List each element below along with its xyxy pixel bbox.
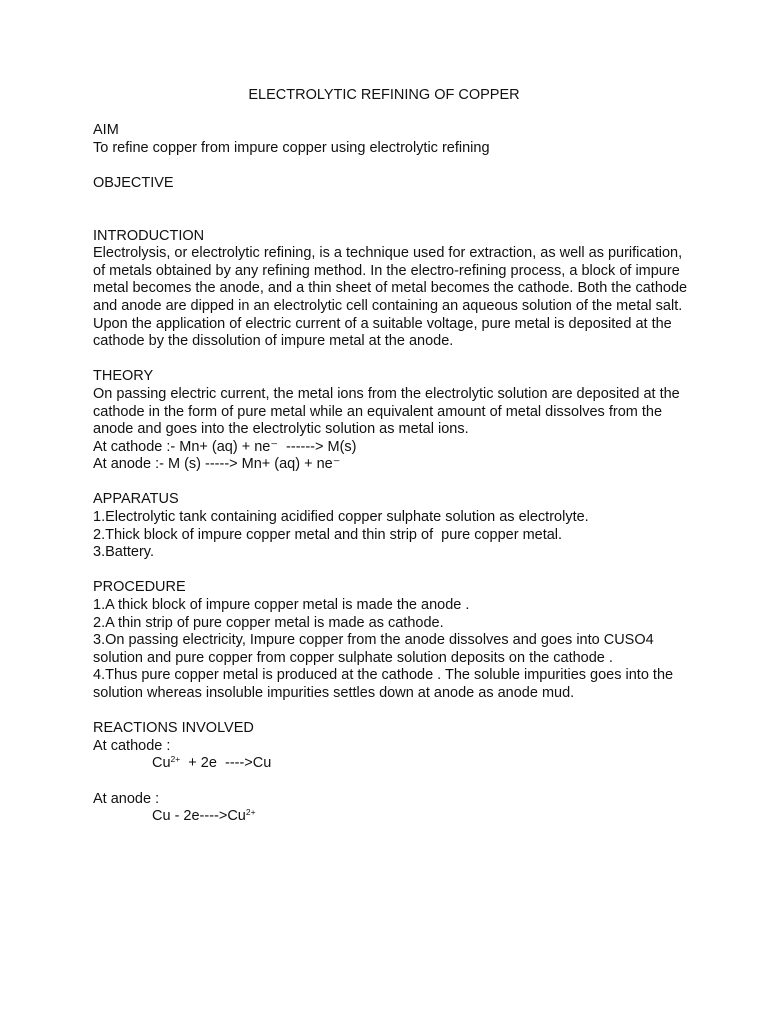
procedure-heading: PROCEDURE bbox=[93, 579, 186, 596]
theory-heading: THEORY bbox=[93, 368, 154, 385]
reactions-cathode-label: At cathode : bbox=[93, 737, 171, 754]
spacer bbox=[93, 474, 693, 492]
theory-anode-equation: At anode :- M (s) -----> Mn+ (aq) + ne⁻ bbox=[93, 456, 341, 473]
aim-heading: AIM bbox=[93, 122, 119, 138]
introduction-line: Electrolysis, or electrolytic refining, is a technique used for extraction, as well as purification, bbox=[93, 245, 683, 262]
theory-line: cathode in the form of pure metal while an equivalent amount of metal dissolves from the bbox=[93, 403, 663, 420]
cathode-eq-part1: Cu bbox=[152, 755, 171, 772]
introduction-line: and anode are dipped in an electrolytic cell containing an aqueous solution of the metal salt. bbox=[93, 297, 683, 314]
objective-heading: OBJECTIVE bbox=[93, 174, 174, 191]
cathode-eq-superscript: 2+ bbox=[170, 754, 181, 765]
anode-eq-superscript: 2+ bbox=[245, 807, 256, 818]
introduction-line: metal becomes the anode, and a thin sheet of metal becomes the cathode. Both the cathode bbox=[93, 280, 688, 297]
procedure-line: 2.A thin strip of pure copper metal is made as cathode. bbox=[93, 614, 444, 631]
apparatus-heading: APPARATUS bbox=[93, 491, 179, 508]
spacer bbox=[93, 351, 693, 369]
introduction-line: of metals obtained by any refining method. In the electro-refining process, a block of impure bbox=[93, 262, 680, 279]
document-title: ELECTROLYTIC REFINING OF COPPER bbox=[248, 87, 520, 103]
theory-cathode-equation: At cathode :- Mn+ (aq) + ne⁻ ------> M(s) bbox=[93, 438, 357, 455]
aim-text: To refine copper from impure copper using electrolytic refining bbox=[93, 139, 490, 156]
procedure-line: 4.Thus pure copper metal is produced at the cathode . The soluble impurities goes into the bbox=[93, 667, 674, 684]
spacer bbox=[93, 192, 693, 227]
introduction-line: cathode by the dissolution of impure metal at the anode. bbox=[93, 333, 454, 350]
spacer bbox=[93, 773, 693, 791]
reactions-anode-equation bbox=[93, 808, 693, 826]
theory-line: On passing electric current, the metal ions from the electrolytic solution are deposited at the bbox=[93, 385, 680, 402]
spacer bbox=[93, 562, 693, 580]
document-body bbox=[93, 122, 693, 826]
cathode-eq-part2: + 2e ---->Cu bbox=[180, 755, 272, 772]
reactions-cathode-equation bbox=[93, 755, 693, 773]
theory-line: anode and goes into the electrolytic solution as metal ions. bbox=[93, 421, 469, 438]
procedure-line: solution and pure copper from copper sulphate solution deposits on the cathode . bbox=[93, 649, 613, 666]
spacer bbox=[93, 703, 693, 721]
apparatus-item: 3.Battery. bbox=[93, 544, 154, 561]
apparatus-item: 2.Thick block of impure copper metal and thin strip of pure copper metal. bbox=[93, 526, 563, 543]
introduction-heading: INTRODUCTION bbox=[93, 227, 205, 244]
apparatus-item: 1.Electrolytic tank containing acidified copper sulphate solution as electrolyte. bbox=[93, 509, 589, 526]
reactions-heading: REACTIONS INVOLVED bbox=[93, 720, 254, 737]
spacer bbox=[93, 157, 693, 175]
procedure-line: 3.On passing electricity, Impure copper from the anode dissolves and goes into CUSO4 bbox=[93, 632, 654, 649]
procedure-line: 1.A thick block of impure copper metal is made the anode . bbox=[93, 597, 470, 614]
introduction-line: Upon the application of electric current of a suitable voltage, pure metal is deposited at the bbox=[93, 315, 672, 332]
anode-eq-part1: Cu - 2e---->Cu bbox=[152, 808, 246, 825]
procedure-line: solution whereas insoluble impurities settles down at anode as anode mud. bbox=[93, 685, 575, 701]
reactions-anode-label: At anode : bbox=[93, 790, 160, 807]
